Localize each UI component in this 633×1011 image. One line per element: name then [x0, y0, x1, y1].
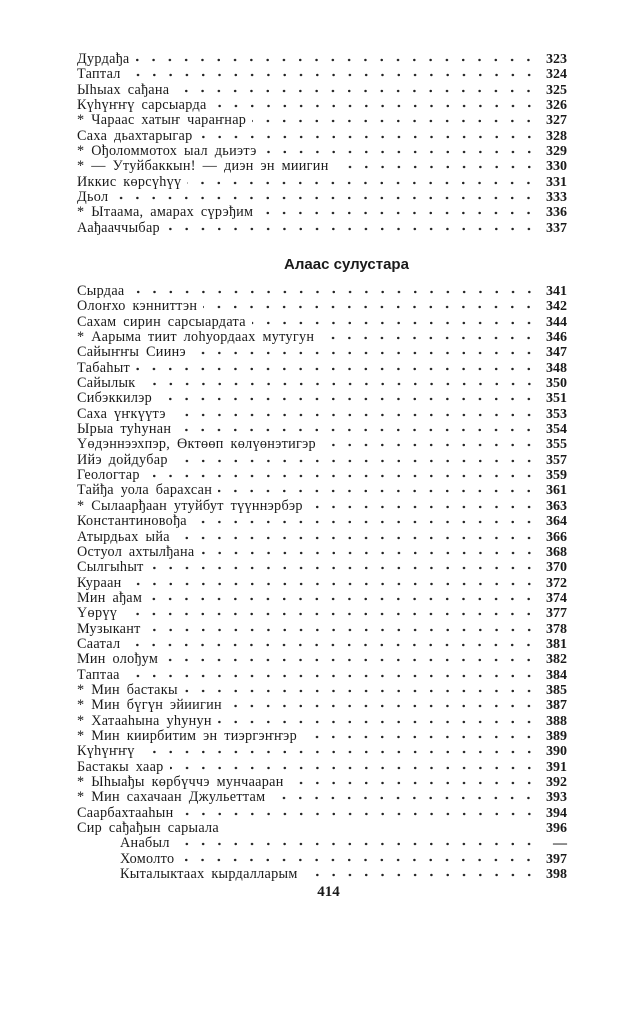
toc-entry-title: Кураан: [77, 574, 122, 591]
toc-entry-page: 329: [546, 144, 567, 160]
dot-leader: [201, 546, 537, 556]
toc-entry: [77, 376, 567, 391]
toc-entry-page: 390: [546, 744, 567, 760]
toc-entry: [77, 760, 567, 775]
toc-entry: [77, 190, 567, 205]
toc-entry: [77, 221, 567, 236]
toc-entry: [77, 315, 567, 330]
toc-entry-title: Остуол ахтылђана: [77, 543, 195, 560]
toc-entry-title: Иккис көрсүhүү: [77, 173, 182, 190]
toc-entry: [77, 714, 567, 729]
toc-entry: [77, 668, 567, 683]
dot-leader: [176, 837, 537, 847]
dot-leader: [203, 300, 537, 310]
toc-entry-title: Бастакы хаар: [77, 758, 164, 775]
toc-entry-title: Ыhыах сађана: [77, 81, 170, 98]
dot-leader: [126, 638, 537, 648]
toc-entry: [77, 637, 567, 652]
toc-entry-page: 389: [546, 728, 567, 744]
toc-entry: [77, 744, 567, 759]
dot-leader: [252, 316, 537, 326]
toc-entry: [77, 622, 567, 637]
toc-entry-page: 354: [546, 422, 567, 438]
toc-entry-title: * Хатааhына уhунун: [77, 712, 212, 729]
toc-entry-page: 341: [546, 284, 567, 299]
dot-leader: [290, 776, 537, 786]
toc-entry-page: 374: [546, 590, 567, 606]
toc-entry: [77, 113, 567, 128]
toc-entry-title: Сайылык: [77, 375, 136, 392]
dot-leader: [127, 68, 537, 78]
dot-leader: [259, 206, 537, 216]
toc-entry-title: Саха дьахтарыгар: [77, 127, 193, 144]
toc-entry-title: * Мин киирбитим эн тиэргэҥҥэр: [77, 727, 297, 744]
dot-leader: [320, 331, 537, 341]
dot-leader: [252, 114, 537, 124]
toc-entry: [77, 806, 567, 821]
dot-leader: [263, 145, 537, 155]
dot-leader: [158, 392, 537, 402]
toc-entry-page: 391: [546, 759, 567, 775]
toc-entry-title: Дурдађа: [77, 51, 130, 67]
toc-entry: [77, 468, 567, 483]
toc-entry-title: Таптал: [77, 66, 121, 83]
toc-entry-page: 393: [546, 790, 567, 806]
toc-entry: [77, 499, 567, 514]
toc-entry-title: Күhүҥҥү: [77, 743, 135, 760]
dot-leader: [123, 607, 537, 617]
toc-entry: [77, 330, 567, 345]
toc-entry: [77, 545, 567, 560]
dot-leader: [148, 592, 537, 602]
dot-leader: [146, 469, 537, 479]
dot-leader: [225, 822, 537, 832]
toc-entry-page: 397: [546, 851, 567, 867]
toc-entry-title: * Чараас хатыҥ чараҥнар: [77, 112, 247, 129]
dot-leader: [228, 699, 537, 709]
toc-entry-title: Константиновођа: [77, 513, 187, 530]
toc-entry-page: 372: [546, 575, 567, 591]
toc-entry-title: * Сылаарђаан утуйбут түүннэрбэр: [77, 497, 303, 514]
toc-entry: [77, 453, 567, 468]
toc-entry-title: Сылгыhыт: [77, 559, 144, 576]
toc-entry-page: 346: [546, 330, 567, 346]
toc-entry-page: 323: [546, 52, 567, 67]
toc-entry-page: 382: [546, 652, 567, 668]
toc-entry-page: 357: [546, 452, 567, 468]
dot-leader: [164, 653, 537, 663]
toc-entry: [77, 790, 567, 805]
toc-entry-page: 381: [546, 636, 567, 652]
dot-leader: [176, 531, 537, 541]
dot-leader: [166, 222, 537, 232]
toc-entry-title: Үөдэннээхпэр, Өктөөп көлүөнэтигэр: [77, 436, 316, 453]
toc-entry-page: 342: [546, 299, 567, 315]
toc-entry-title: Саарбахтааhын: [77, 804, 174, 821]
toc-entry: [77, 205, 567, 220]
dot-leader: [335, 160, 537, 170]
page-number: 414: [317, 884, 340, 900]
toc-entry-page: 366: [546, 529, 567, 545]
toc-list-section-2: [77, 284, 567, 882]
toc-entry-title: Музыкант: [77, 620, 141, 637]
toc-entry-page: 347: [546, 345, 567, 361]
toc-entry-title: Ырыа туhунан: [77, 421, 172, 438]
toc-entry-title: Мин ађам: [77, 589, 143, 606]
toc-entry: [77, 606, 567, 621]
toc-entry-page: 355: [546, 437, 567, 453]
toc-entry: [77, 391, 567, 406]
dot-leader: [193, 515, 537, 525]
toc-entry-title: * Мин бастакы: [77, 681, 178, 698]
toc-entry-page: 378: [546, 621, 567, 637]
toc-entry-page: 388: [546, 713, 567, 729]
dot-leader: [218, 715, 537, 725]
toc-entry: [77, 83, 567, 98]
toc-entry-title: Тайђа уола барахсан: [77, 482, 213, 499]
toc-entry: [77, 683, 567, 698]
toc-entry-page: —: [553, 836, 567, 852]
toc-entry-title: Аађааччыбар: [77, 219, 160, 236]
dot-leader: [184, 684, 537, 694]
toc-entry-title: Кыталыктаах кырдалларым: [120, 866, 298, 883]
section-heading: Алаас сулустара: [284, 256, 409, 273]
toc-entry-page: 350: [546, 376, 567, 392]
toc-entry-title: Хомолто: [120, 850, 175, 867]
toc-entry-page: 387: [546, 698, 567, 714]
toc-entry: [77, 422, 567, 437]
toc-entry-title: Геологтар: [77, 467, 140, 484]
dot-leader: [304, 868, 537, 878]
toc-entry: [77, 129, 567, 144]
toc-entry-page: 361: [546, 483, 567, 499]
dot-leader: [142, 377, 538, 387]
dot-leader: [177, 423, 537, 433]
toc-entry-title: Сахам сирин сарсыардата: [77, 313, 246, 330]
dot-leader: [128, 577, 537, 587]
dot-leader: [192, 346, 537, 356]
toc-entry-page: 327: [546, 113, 567, 129]
toc-entry-page: 353: [546, 406, 567, 422]
toc-entry-title: Атырдьах ыйа: [77, 528, 170, 545]
toc-entry: [77, 530, 567, 545]
toc-entry-page: 333: [546, 190, 567, 206]
dot-leader: [303, 730, 537, 740]
toc-entry: [77, 175, 567, 190]
toc-entry-page: 348: [546, 360, 567, 376]
toc-entry: [77, 591, 567, 606]
toc-entry-title: * Аарыма тиит лоhуордаах мутугун: [77, 329, 315, 346]
toc-entry-title: Сир сађађын сарыала: [77, 820, 220, 837]
toc-entry-title: Анабыл: [120, 835, 170, 852]
toc-entry-page: 336: [546, 205, 567, 221]
toc-entry-title: Таптаа: [77, 666, 120, 683]
dot-leader: [218, 484, 537, 494]
toc-entry: [77, 407, 567, 422]
toc-entry-page: 331: [546, 174, 567, 190]
toc-entry-page: 359: [546, 468, 567, 484]
toc-entry-page: 377: [546, 606, 567, 622]
toc-entry: [77, 159, 567, 174]
toc-entry-page: 363: [546, 498, 567, 514]
toc-entry: [77, 821, 567, 836]
toc-entry: [77, 437, 567, 452]
toc-entry-page: 370: [546, 560, 567, 576]
dot-leader: [174, 454, 537, 464]
toc-entry-title: * Ођоломмотох ыал дьиэтэ: [77, 143, 257, 160]
toc-entry-title: * Мин бүгүн эйиигин: [77, 697, 222, 714]
toc-entry-title: Саатал: [77, 635, 121, 652]
toc-entry-page: 344: [546, 314, 567, 330]
toc-entry: [77, 284, 567, 299]
toc-entry-title: Сайыҥҥы Сиинэ: [77, 344, 186, 361]
toc-entry-title: Үөрүү: [77, 605, 118, 622]
toc-entry: [77, 652, 567, 667]
toc-entry-title: * Мин сахачаан Джульеттам: [77, 789, 266, 806]
dot-leader: [114, 191, 537, 201]
toc-entry-title: Сибэккилэр: [77, 390, 153, 407]
dot-leader: [322, 438, 537, 448]
dot-leader: [180, 807, 538, 817]
dot-leader: [180, 853, 537, 863]
toc-entry-page: 324: [546, 67, 567, 83]
dot-leader: [187, 176, 537, 186]
toc-entry-page: 364: [546, 514, 567, 530]
toc-list-section-1: [77, 52, 567, 236]
dot-leader: [126, 669, 537, 679]
dot-leader: [170, 761, 537, 771]
toc-entry-title: * Ыhыађы көрбүччэ мунчааран: [77, 774, 284, 790]
toc-entry: [77, 52, 567, 67]
toc-entry: [77, 514, 567, 529]
toc-entry-page: 398: [546, 867, 567, 883]
toc-entry: [77, 775, 567, 790]
toc-entry-page: 337: [546, 220, 567, 236]
toc-entry-title: Табаhыт: [77, 359, 131, 376]
dot-leader: [135, 53, 537, 63]
dot-leader: [309, 500, 537, 510]
toc-entry-page: 394: [546, 805, 567, 821]
toc-entry: [77, 836, 567, 851]
dot-leader: [136, 362, 537, 372]
toc-entry: [77, 299, 567, 314]
toc-entry-page: 396: [546, 821, 567, 837]
dot-leader: [271, 791, 537, 801]
toc-entry-title: Күhүҥҥү сарсыарда: [77, 97, 207, 114]
toc-entry-title: * Ытаама, амарах сүрэђим: [77, 204, 254, 221]
toc-entry-title: Сырдаа: [77, 283, 125, 299]
toc-entry: [77, 729, 567, 744]
toc-entry: [77, 361, 567, 376]
toc-entry-page: 326: [546, 98, 567, 114]
dot-leader: [213, 99, 537, 109]
toc-entry: [77, 867, 567, 882]
toc-entry: [77, 144, 567, 159]
toc-entry-page: 385: [546, 682, 567, 698]
toc-entry: [77, 560, 567, 575]
toc-entry-page: 330: [546, 159, 567, 175]
toc-entry: [77, 852, 567, 867]
toc-entry-page: 328: [546, 128, 567, 144]
toc-entry-title: Дьол: [77, 189, 109, 206]
toc-entry-page: 368: [546, 544, 567, 560]
toc-entry: [77, 345, 567, 360]
toc-entry: [77, 67, 567, 82]
toc-entry-title: Саха үҥкүүтэ: [77, 405, 166, 422]
toc-entry: [77, 483, 567, 498]
dot-leader: [175, 84, 537, 94]
dot-leader: [131, 285, 537, 295]
dot-leader: [172, 408, 537, 418]
toc-entry-page: 384: [546, 667, 567, 683]
toc-entry-page: 392: [546, 775, 567, 790]
toc-entry-title: * — Утуйбаккын! — диэн эн миигин: [77, 158, 329, 175]
toc-entry: [77, 98, 567, 113]
toc-entry-page: 351: [546, 391, 567, 407]
dot-leader: [141, 745, 537, 755]
dot-leader: [147, 623, 537, 633]
dot-leader: [199, 130, 537, 140]
toc-entry-title: Олоҥхо кэнниттэн: [77, 298, 198, 315]
toc-entry-page: 325: [546, 82, 567, 98]
toc-entry-title: Ийэ дойдубар: [77, 451, 168, 468]
toc-entry: [77, 698, 567, 713]
dot-leader: [150, 561, 537, 571]
toc-entry-title: Мин олођум: [77, 651, 159, 668]
toc-entry: [77, 576, 567, 591]
